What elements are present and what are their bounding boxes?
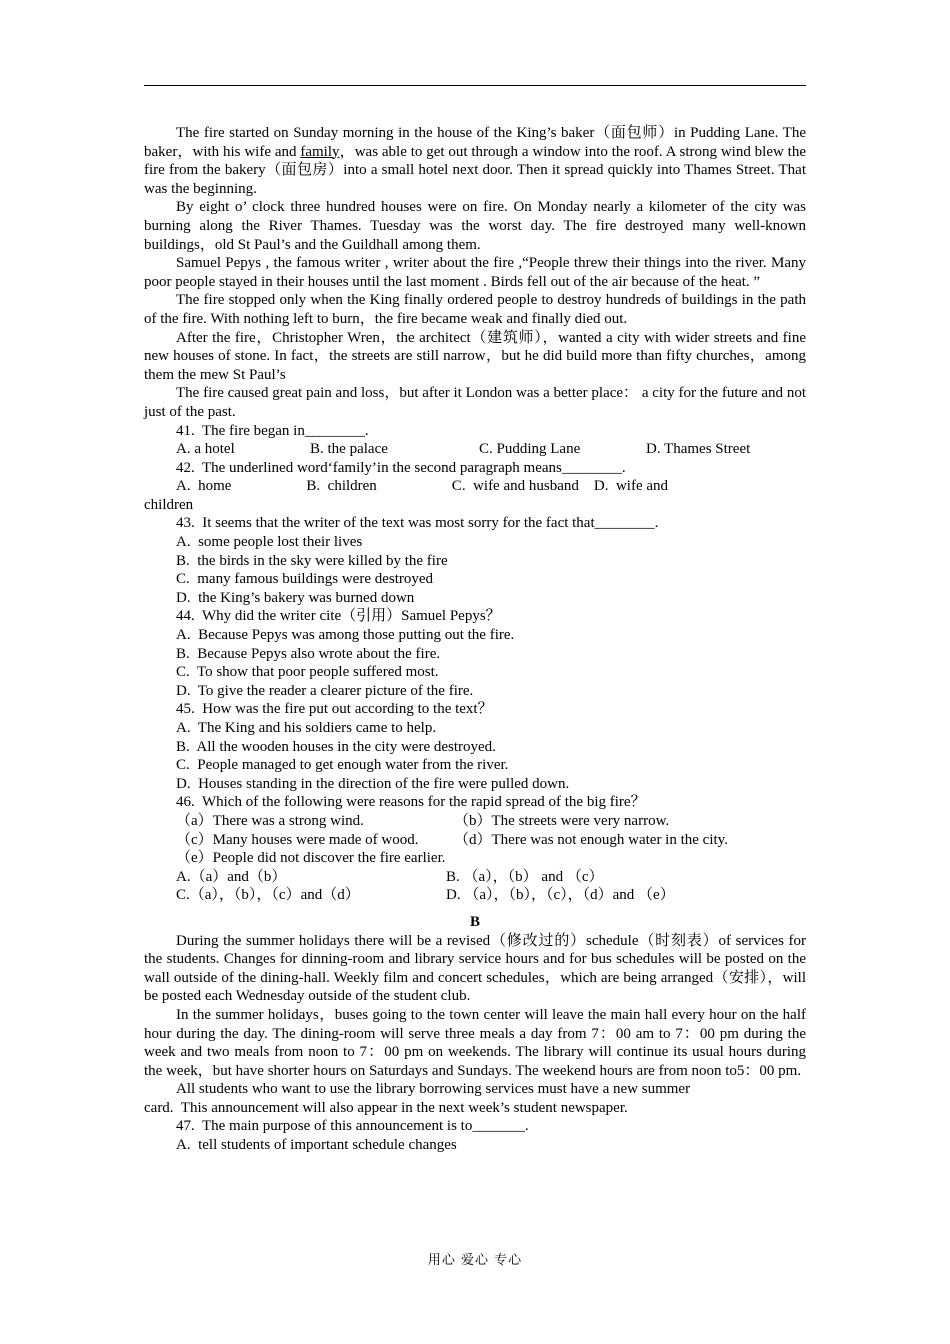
question-46: 46. Which of the following were reasons for the rapid spread of the big fire？ [176,794,646,811]
q45-option-c: C. People managed to get enough water from the river. [176,757,509,774]
passage-b-paragraph-3-line-2: card. This announcement will also appear in the next week’s student newspaper. [144,1099,628,1116]
q43-option-b: B. the birds in the sky were killed by the fire [176,552,448,569]
q41-option-a: A. a hotel [176,441,235,458]
question-44: 44. Why did the writer cite（引用）Samuel Pepys？ [176,608,501,625]
document-body [144,124,806,1155]
q46-options-row-1 [144,868,806,887]
q46-item-c: （c）Many houses were made of wood. [176,831,419,848]
q41-option-d: D. Thames Street [646,441,751,458]
q45-option-b: B. All the wooden houses in the city were destroyed. [176,738,496,755]
q46-item-b: （b）The streets were very narrow. [454,812,670,829]
q46-item-e: （e）People did not discover the fire earlier. [176,850,446,867]
section-b-title: B [469,913,480,930]
passage-a-paragraph-3: Samuel Pepys , the famous writer , writer about the fire ,“People threw their things into the river. Many poor people stayed in their houses until the last moment . Birds fell out of the air because of the heat. ” [144,255,806,290]
question-41-options [144,440,806,459]
passage-a-paragraph-2: By eight o’ clock three hundred houses were on fire. On Monday nearly a kilometer of the city was burning along the River Thames. Tuesday was the worst day. The fire destroyed many well-known buildings，old St Paul’s and the Guildhall among them. [144,199,806,253]
q46-item-d: （d）There was not enough water in the city. [454,831,728,848]
passage-b-paragraph-1: During the summer holidays there will be a revised（修改过的）schedule（时刻表）of services for the students. Changes for dinning-room and library service hours and for bus schedules will be posted on the wall outside of the dining-hall. Weekly film and concert schedules，which are being arranged（安排），will be posted each Wednesday outside of the student club. [144,932,806,1005]
question-42: 42. The underlined word‘family’in the second paragraph means________. [176,459,626,476]
q46-option-c: C.（a），（b），（c）and（d） [176,887,360,904]
passage-b-paragraph-2: In the summer holidays，buses going to the town center will leave the main hall every hour on the half hour during the day. The dining-room will serve three meals a day from 7：00 am to 7：00 pm during the week and two meals from noon to 7：00 pm on weekends. The library will continue its usual hours during the week，but have shorter hours on Saturdays and Sundays. The weekend hours are from noon to5：00 pm. [144,1006,806,1079]
q44-option-a: A. Because Pepys was among those putting out the fire. [176,627,515,644]
q46-items-row-1 [144,812,806,831]
q43-option-a: A. some people lost their lives [176,534,363,551]
q43-option-d: D. the King’s bakery was burned down [176,589,415,606]
passage-b-paragraph-3-line-1: All students who want to use the library borrowing services must have a new summer [176,1081,691,1098]
question-47: 47. The main purpose of this announcement is to_______. [176,1118,529,1135]
q44-option-b: B. Because Pepys also wrote about the fire. [176,645,441,662]
q41-option-b: B. the palace [310,441,388,458]
header-rule [144,85,806,86]
q43-option-c: C. many famous buildings were destroyed [176,571,434,588]
page-footer: 用心 爱心 专心 [427,1253,523,1268]
question-42-options: A. home B. children C. wife and husband D. wife and [176,478,669,495]
q46-option-a: A.（a）and（b） [176,868,287,885]
passage-a-paragraph-5: After the fire，Christopher Wren，the architect（建筑师），wanted a city with wider streets and fine new houses of stone. In fact，the streets are still narrow，but he did build more than fifty churches，among them the mew St Paul’s [144,329,806,383]
q45-option-d: D. Houses standing in the direction of the fire were pulled down. [176,775,570,792]
q46-items-row-2 [144,831,806,850]
q44-option-d: D. To give the reader a clearer picture of the fire. [176,682,474,699]
q46-item-a: （a）There was a strong wind. [176,812,364,829]
q47-option-a: A. tell students of important schedule changes [176,1137,457,1154]
q46-options-row-2 [144,886,806,905]
question-43: 43. It seems that the writer of the text was most sorry for the fact that________. [176,515,659,532]
q46-option-b: B. （a），（b） and （c） [446,868,604,885]
underlined-word-family: family [300,143,340,160]
passage-a-paragraph-4: The fire stopped only when the King finally ordered people to destroy hundreds of buildings in the path of the fire. With nothing left to burn，the fire became weak and finally died out. [144,292,806,327]
passage-a-paragraph-6: The fire caused great pain and loss，but after it London was a better place： a city for the future and not just of the past. [144,385,806,420]
q46-option-d: D. （a），（b），（c），（d）and （e） [446,887,675,904]
q44-option-c: C. To show that poor people suffered most. [176,664,439,681]
passage-a-paragraph-1: The fire started on Sunday morning in the house of the King’s baker（面包师）in Pudding Lane. The baker，with his wife and family，was able to get out through a window into the roof. A strong wind blew the fire from the bakery（面包房）into a small hotel next door. Then it spread quickly into Thames Street. That was the beginning. [144,125,807,197]
q45-option-a: A. The King and his soldiers came to help. [176,720,437,736]
question-45: 45. How was the fire put out according to the text？ [176,701,493,718]
q41-option-c: C. Pudding Lane [479,441,581,458]
question-41: 41. The fire began in________. [176,422,369,439]
question-42-options-cont: children [144,496,194,513]
